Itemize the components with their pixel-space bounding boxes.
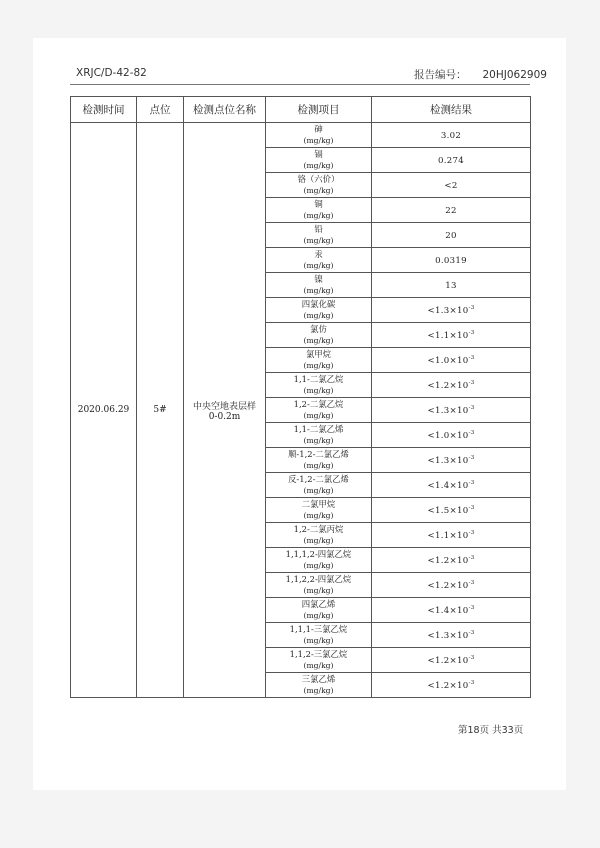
result-value: <1.5×10 [427, 505, 469, 516]
test-result [372, 373, 531, 398]
result-value: <1.0×10 [427, 430, 469, 441]
test-result [372, 498, 531, 523]
result-exponent: -3 [468, 329, 475, 336]
test-item [266, 223, 372, 248]
test-result [372, 348, 531, 373]
test-result [372, 673, 531, 698]
doc-code: XRJC/D-42-82 [76, 67, 147, 79]
test-item-name: 1,1-二氯乙烯 [293, 424, 344, 434]
test-result [372, 398, 531, 423]
test-item [266, 523, 372, 548]
test-item-name: 镉 [314, 149, 323, 159]
test-result [372, 273, 531, 298]
test-item-name: 汞 [314, 249, 323, 259]
test-result [372, 173, 531, 198]
result-value: <2 [444, 180, 458, 191]
test-item-unit: (mg/kg) [303, 461, 334, 470]
test-item [266, 473, 372, 498]
table-body [71, 123, 531, 698]
table-row [71, 123, 531, 148]
header-test-time: 检测时间 [71, 97, 137, 123]
test-result [372, 648, 531, 673]
result-value: 0.0319 [435, 255, 467, 266]
test-item [266, 373, 372, 398]
result-value: <1.1×10 [427, 530, 469, 541]
result-exponent: -3 [468, 629, 475, 636]
result-exponent: -3 [468, 429, 475, 436]
test-item-name: 1,2-二氯乙烷 [293, 399, 344, 409]
report-number-value: 20HJ062909 [482, 69, 547, 81]
test-item-unit: (mg/kg) [303, 661, 334, 670]
result-exponent: -3 [468, 679, 475, 686]
test-result [372, 223, 531, 248]
test-item-name: 砷 [314, 124, 323, 134]
point-depth: 0-0.2m [208, 411, 241, 422]
header-test-result: 检测结果 [372, 97, 531, 123]
test-item-unit: (mg/kg) [303, 411, 334, 420]
test-item-name: 氯仿 [310, 324, 327, 334]
test-item-name: 四氯化碳 [301, 299, 336, 309]
result-value: 3.02 [440, 130, 462, 141]
test-item-unit: (mg/kg) [303, 311, 334, 320]
result-value: <1.3×10 [427, 455, 469, 466]
test-item-unit: (mg/kg) [303, 636, 334, 645]
test-item [266, 448, 372, 473]
result-exponent: -3 [468, 479, 475, 486]
result-value: 0.274 [437, 155, 465, 166]
report-number-label: 报告编号： [414, 69, 467, 81]
test-item-name: 顺-1,2-二氯乙烯 [288, 449, 349, 459]
test-item-unit: (mg/kg) [303, 686, 334, 695]
test-item-unit: (mg/kg) [303, 561, 334, 570]
result-value: <1.0×10 [427, 355, 469, 366]
test-result [372, 198, 531, 223]
test-date: 2020.06.29 [71, 123, 137, 698]
test-item-name: 反-1,2-二氯乙烯 [288, 474, 349, 484]
result-value: 13 [445, 280, 457, 291]
test-item-name: 镍 [314, 274, 323, 284]
test-item [266, 423, 372, 448]
test-result [372, 448, 531, 473]
result-value: <1.3×10 [427, 405, 469, 416]
test-item [266, 623, 372, 648]
test-item [266, 123, 372, 148]
test-item-unit: (mg/kg) [303, 486, 334, 495]
header-point-name: 检测点位名称 [184, 97, 266, 123]
test-result [372, 123, 531, 148]
test-item-unit: (mg/kg) [303, 361, 334, 370]
test-item-unit: (mg/kg) [303, 611, 334, 620]
test-result [372, 423, 531, 448]
test-item-name: 1,1,1,2-四氯乙烷 [285, 549, 352, 559]
point-code: 5# [137, 123, 184, 698]
test-item [266, 348, 372, 373]
result-value: <1.2×10 [427, 580, 469, 591]
result-exponent: -3 [468, 604, 475, 611]
test-item [266, 173, 372, 198]
test-item-name: 二氯甲烷 [301, 499, 336, 509]
test-item-name: 四氯乙烯 [301, 599, 336, 609]
result-exponent: -3 [468, 529, 475, 536]
result-value: <1.2×10 [427, 555, 469, 566]
test-item-unit: (mg/kg) [303, 511, 334, 520]
test-result [372, 298, 531, 323]
test-item [266, 673, 372, 698]
test-result [372, 623, 531, 648]
test-result [372, 323, 531, 348]
test-item [266, 273, 372, 298]
header-point: 点位 [137, 97, 184, 123]
test-item [266, 198, 372, 223]
test-item-unit: (mg/kg) [303, 136, 334, 145]
test-item [266, 398, 372, 423]
result-exponent: -3 [468, 379, 475, 386]
test-item-unit: (mg/kg) [303, 186, 334, 195]
test-item-unit: (mg/kg) [303, 386, 334, 395]
result-value: <1.3×10 [427, 305, 469, 316]
result-value: <1.4×10 [427, 605, 469, 616]
result-exponent: -3 [468, 654, 475, 661]
test-item-unit: (mg/kg) [303, 286, 334, 295]
result-exponent: -3 [468, 304, 475, 311]
result-exponent: -3 [468, 354, 475, 361]
report-number [414, 67, 547, 82]
test-item-name: 铅 [314, 224, 323, 234]
test-item [266, 248, 372, 273]
test-result [372, 548, 531, 573]
test-result [372, 148, 531, 173]
test-item-unit: (mg/kg) [303, 236, 334, 245]
test-item-unit: (mg/kg) [303, 161, 334, 170]
test-item-name: 氯甲烷 [305, 349, 332, 359]
header-divider [70, 84, 530, 85]
result-value: <1.3×10 [427, 630, 469, 641]
header-test-item: 检测项目 [266, 97, 372, 123]
test-item-unit: (mg/kg) [303, 261, 334, 270]
test-item [266, 498, 372, 523]
point-name [184, 123, 266, 698]
result-exponent: -3 [468, 504, 475, 511]
test-item [266, 323, 372, 348]
result-exponent: -3 [468, 454, 475, 461]
result-exponent: -3 [468, 554, 475, 561]
result-value: <1.2×10 [427, 655, 469, 666]
test-item-name: 1,2-二氯丙烷 [293, 524, 344, 534]
result-value: <1.2×10 [427, 680, 469, 691]
test-item-name: 1,1,2,2-四氯乙烷 [285, 574, 352, 584]
result-value: <1.2×10 [427, 380, 469, 391]
test-item-unit: (mg/kg) [303, 211, 334, 220]
test-result [372, 598, 531, 623]
result-value: 20 [445, 230, 457, 241]
result-exponent: -3 [468, 579, 475, 586]
test-item [266, 648, 372, 673]
test-item-name: 铜 [314, 199, 323, 209]
test-item-unit: (mg/kg) [303, 436, 334, 445]
test-item-unit: (mg/kg) [303, 536, 334, 545]
test-item [266, 148, 372, 173]
test-result [372, 573, 531, 598]
test-item [266, 598, 372, 623]
results-table [70, 96, 531, 698]
test-item-name: 1,1,1-三氯乙烷 [289, 624, 348, 634]
test-item [266, 548, 372, 573]
result-value: <1.1×10 [427, 330, 469, 341]
test-result [372, 523, 531, 548]
test-item-name: 铬（六价） [297, 174, 340, 184]
test-item [266, 573, 372, 598]
result-value: <1.4×10 [427, 480, 469, 491]
point-name-label: 中央空地表层样 [192, 401, 256, 412]
test-item [266, 298, 372, 323]
test-item-name: 1,1-二氯乙烷 [293, 374, 344, 384]
test-item-name: 三氯乙烯 [301, 674, 336, 684]
test-result [372, 473, 531, 498]
result-exponent: -3 [468, 404, 475, 411]
result-value: 22 [445, 205, 457, 216]
page-number: 第18页 共33页 [458, 725, 524, 736]
test-item-unit: (mg/kg) [303, 586, 334, 595]
table-header-row [71, 97, 531, 123]
test-item-name: 1,1,2-三氯乙烷 [289, 649, 348, 659]
test-item-unit: (mg/kg) [303, 336, 334, 345]
test-result [372, 248, 531, 273]
